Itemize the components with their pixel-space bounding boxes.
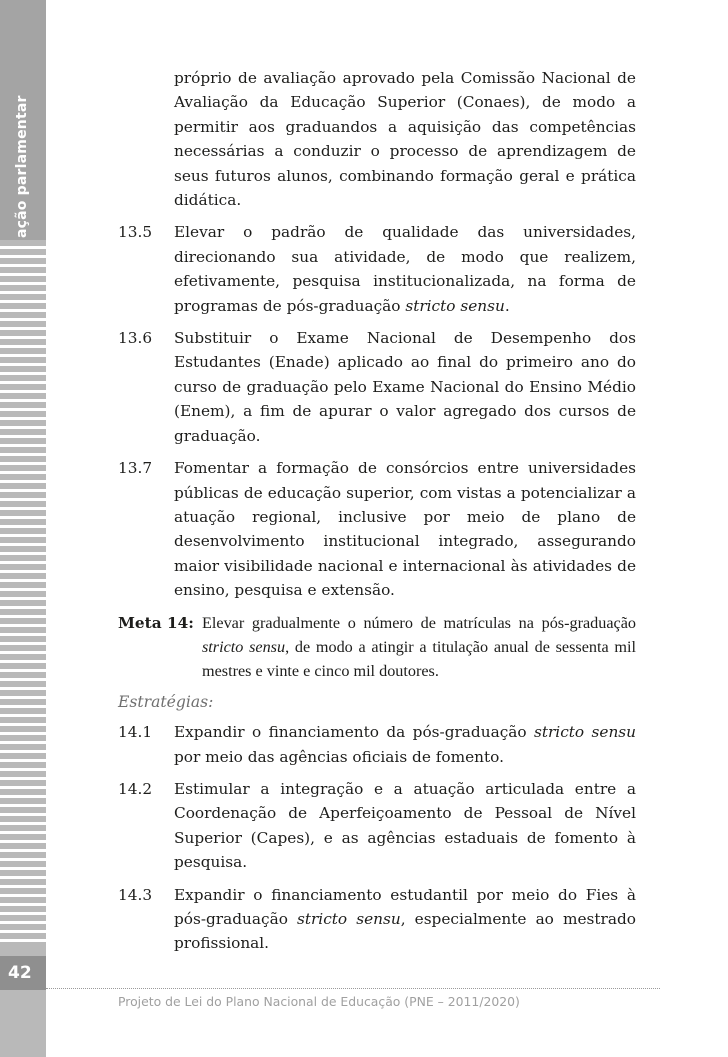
item-text-italic: stricto sensu bbox=[534, 723, 636, 742]
item-text bbox=[174, 720, 636, 769]
item-text bbox=[174, 883, 636, 956]
list-item bbox=[118, 777, 636, 875]
item-text-part: , especialmente ao mestrado profissional. bbox=[174, 910, 636, 953]
list-item bbox=[118, 220, 636, 318]
sidebar bbox=[0, 0, 46, 1057]
item-text bbox=[174, 777, 636, 875]
footer-title: Projeto de Lei do Plano Nacional de Educação (PNE – 2011/2020) bbox=[118, 994, 520, 1009]
item-text-part: Elevar o padrão de qualidade das universidades, direcionando sua atividade, de modo que realizem, efetivamente, pesquisa institucionalizada, na forma de programas de pós-graduação bbox=[174, 223, 636, 315]
list-item bbox=[118, 720, 636, 769]
continuation-paragraph: próprio de avaliação aprovado pela Comissão Nacional de Avaliação da Educação Superior (Conaes), de modo a permitir aos graduandos a aquisição das competências necessárias a conduzir o processo de aprendizagem de seus futuros alunos, combinando formação geral e prática didática. bbox=[174, 69, 636, 210]
item-number: 14.1 bbox=[118, 723, 153, 742]
items-group-14 bbox=[118, 720, 636, 956]
meta-text-italic: stricto sensu bbox=[202, 637, 286, 656]
item-number: 13.6 bbox=[118, 329, 153, 348]
item-text-part: Estimular a integração e a atuação articulada entre a Coordenação de Aperfeiçoamento de Pessoal de Nível Superior (Capes), e as agências estaduais de fomento à pesquisa. bbox=[174, 779, 636, 872]
list-item bbox=[118, 883, 636, 956]
meta-label: Meta 14: bbox=[118, 613, 194, 632]
item-text bbox=[174, 456, 636, 602]
item-number: 14.3 bbox=[118, 885, 153, 904]
item-text-part: Expandir o financiamento estudantil por meio do Fies à pós-graduação bbox=[174, 885, 636, 928]
meta-text-part: Elevar gradualmente o número de matrículas na pós-graduação bbox=[202, 613, 636, 632]
item-text bbox=[174, 326, 636, 448]
item-text-italic: stricto sensu bbox=[297, 910, 401, 928]
item-text-part: . bbox=[504, 296, 510, 315]
items-group-13 bbox=[118, 220, 636, 602]
section-label: ação parlamentar bbox=[14, 95, 30, 238]
item-number: 13.5 bbox=[118, 223, 153, 242]
item-number: 14.2 bbox=[118, 779, 153, 798]
footer-divider bbox=[46, 988, 660, 989]
sidebar-stripes bbox=[0, 246, 46, 946]
list-item bbox=[118, 326, 636, 448]
item-text-part: Substituir o Exame Nacional de Desempenho dos Estudantes (Enade) aplicado ao final do primeiro ano do curso de graduação pelo Exame Nacional do Ensino Médio (Enem), a fim de apurar o valor agregado dos cursos de graduação. bbox=[174, 329, 636, 445]
item-text bbox=[174, 220, 636, 318]
meta-14 bbox=[118, 611, 636, 684]
item-text-part: por meio das agências oficiais de fomento. bbox=[174, 747, 504, 766]
page-content bbox=[118, 66, 636, 964]
item-text-italic: stricto sensu bbox=[405, 296, 505, 315]
page-number: 42 bbox=[0, 956, 46, 990]
list-item bbox=[118, 456, 636, 602]
meta-text-part: , de modo a atingir a titulação anual de sessenta mil mestres e vinte e cinco mil doutores. bbox=[202, 637, 636, 681]
item-text-part: Fomentar a formação de consórcios entre universidades públicas de educação superior, com vistas a potencializar a atuação regional, inclusive por meio de plano de desenvolvimento institucional integrado, assegurando maior visibilidade nacional e internacional às atividades de ensino, pesquisa e extensão. bbox=[174, 459, 636, 600]
strategies-heading: Estratégias: bbox=[118, 692, 214, 711]
item-number: 13.7 bbox=[118, 459, 153, 478]
meta-text bbox=[202, 611, 636, 684]
item-text-part: Expandir o financiamento da pós-graduação bbox=[174, 723, 534, 742]
